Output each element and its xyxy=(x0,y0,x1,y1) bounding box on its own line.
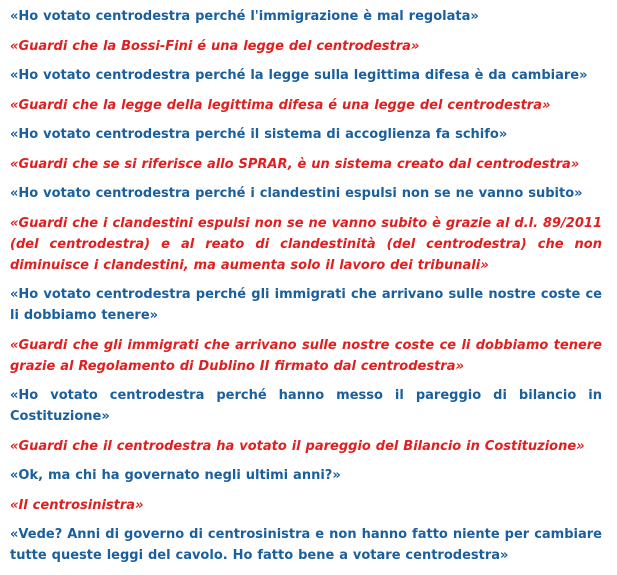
reply-line-5: «Guardi che gli immigrati che arrivano sulle nostre coste ce li dobbiamo tenere grazie al Regolamento di Dublino II firmato dal centrodestra» xyxy=(10,337,602,374)
reply-line-1: «Guardi che la Bossi-Fini é una legge del centrodestra» xyxy=(10,38,420,54)
voter-line-7: «Ok, ma chi ha governato negli ultimi anni?» xyxy=(10,468,341,483)
reply-line-2: «Guardi che la legge della legittima difesa é una legge del centrodestra» xyxy=(10,97,551,113)
voter-line-3: «Ho votato centrodestra perché il sistema di accoglienza fa schifo» xyxy=(10,127,508,142)
voter-line-1: «Ho votato centrodestra perché l'immigrazione è mal regolata» xyxy=(10,9,479,24)
reply-line-7: «Il centrosinistra» xyxy=(10,497,144,513)
voter-line-5: «Ho votato centrodestra perché gli immigrati che arrivano sulle nostre coste ce li dobbiamo tenere» xyxy=(10,287,602,323)
voter-line-6: «Ho votato centrodestra perché hanno messo il pareggio di bilancio in Costituzione» xyxy=(10,388,602,424)
voter-line-2: «Ho votato centrodestra perché la legge sulla legittima difesa è da cambiare» xyxy=(10,68,588,83)
dialogue-text xyxy=(10,6,602,575)
reply-line-4: «Guardi che i clandestini espulsi non se ne vanno subito è grazie al d.l. 89/2011 (del centrodestra) e al reato di clandestinità (del centrodestra) che non diminuisce i clandestini, ma aumenta solo il lavoro dei tribunali» xyxy=(10,215,602,273)
voter-line-4: «Ho votato centrodestra perché i clandestini espulsi non se ne vanno subito» xyxy=(10,186,583,201)
reply-line-6: «Guardi che il centrodestra ha votato il pareggio del Bilancio in Costituzione» xyxy=(10,438,585,454)
voter-line-8: «Vede? Anni di governo di centrosinistra e non hanno fatto niente per cambiare tutte queste leggi del cavolo. Ho fatto bene a votare centrodestra» xyxy=(10,527,602,563)
reply-line-3: «Guardi che se si riferisce allo SPRAR, è un sistema creato dal centrodestra» xyxy=(10,156,580,172)
